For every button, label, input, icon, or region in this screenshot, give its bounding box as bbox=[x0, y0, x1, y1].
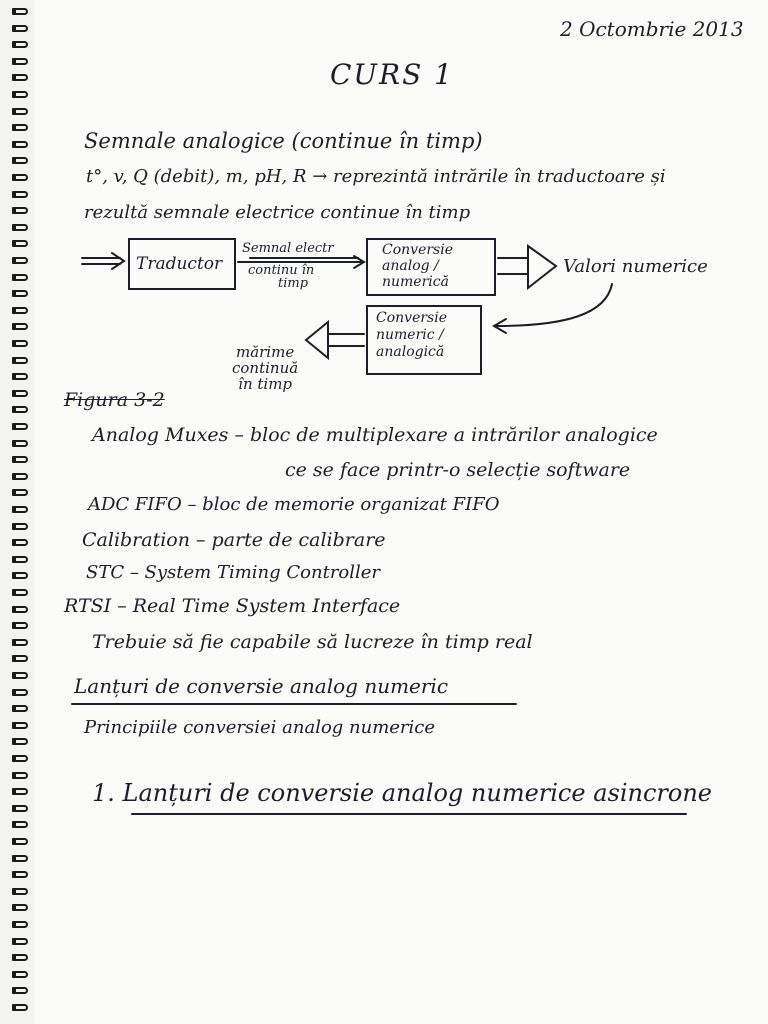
figure-reference: Figura 3-2 bbox=[64, 389, 165, 411]
traductor-label: Traductor bbox=[136, 254, 223, 274]
conversie-analog-numeric-box bbox=[366, 238, 496, 296]
conversie-na-line-1: Conversie bbox=[376, 310, 447, 326]
marime-line-1: mărime bbox=[235, 343, 295, 361]
lecture-date: 2 Octombrie 2013 bbox=[560, 17, 744, 41]
page-title: CURS 1 bbox=[330, 58, 454, 91]
item-stc: STC – System Timing Controller bbox=[86, 562, 381, 583]
intro-line-1: Semnale analogice (continue în timp) bbox=[84, 129, 483, 153]
intro-line-2: t°, v, Q (debit), m, pH, R → reprezintă intrările în traductoare și bbox=[86, 166, 666, 187]
heading-lanturi-conversie: Lanțuri de conversie analog numeric bbox=[74, 674, 449, 698]
signal-label bbox=[242, 242, 334, 291]
traductor-box bbox=[128, 238, 236, 290]
conversie-an-line-2: analog / bbox=[382, 258, 439, 275]
conversie-na-line-3: analogică bbox=[376, 343, 445, 360]
item-calibration: Calibration – parte de calibrare bbox=[82, 529, 386, 551]
conversie-an-line-1: Conversie bbox=[382, 242, 453, 258]
marime-line-2: continuă bbox=[232, 358, 299, 377]
signal-label-line-1: Semnal electr bbox=[242, 241, 334, 256]
intro-line-3: rezultă semnale electrice continue în timp bbox=[84, 202, 471, 223]
item-real-time-note: Trebuie să fie capabile să lucreze în timp real bbox=[92, 631, 533, 653]
signal-label-line-3: timp bbox=[278, 276, 309, 292]
conversie-numeric-analog-box bbox=[366, 305, 482, 375]
conversie-an-line-3: numerică bbox=[382, 274, 449, 291]
item-rtsi: RTSI – Real Time System Interface bbox=[64, 595, 401, 617]
marime-continua-label bbox=[232, 345, 298, 392]
signal-label-line-2: continu în bbox=[248, 262, 315, 278]
valori-numerice-label: Valori numerice bbox=[563, 256, 708, 277]
heading-principiile-conversiei: Principiile conversiei analog numerice bbox=[84, 717, 436, 738]
item-analog-muxes: Analog Muxes – bloc de multiplexare a intrărilor analogice bbox=[92, 424, 658, 446]
item-analog-muxes-continued: ce se face printr-o selecție software bbox=[285, 459, 631, 481]
marime-line-3: în timp bbox=[238, 374, 293, 393]
heading-lanturi-asincrone: 1. Lanțuri de conversie analog numerice asincrone bbox=[92, 779, 712, 807]
item-adc-fifo: ADC FIFO – bloc de memorie organizat FIFO bbox=[88, 494, 500, 515]
conversie-na-line-2: numeric / bbox=[376, 326, 444, 343]
